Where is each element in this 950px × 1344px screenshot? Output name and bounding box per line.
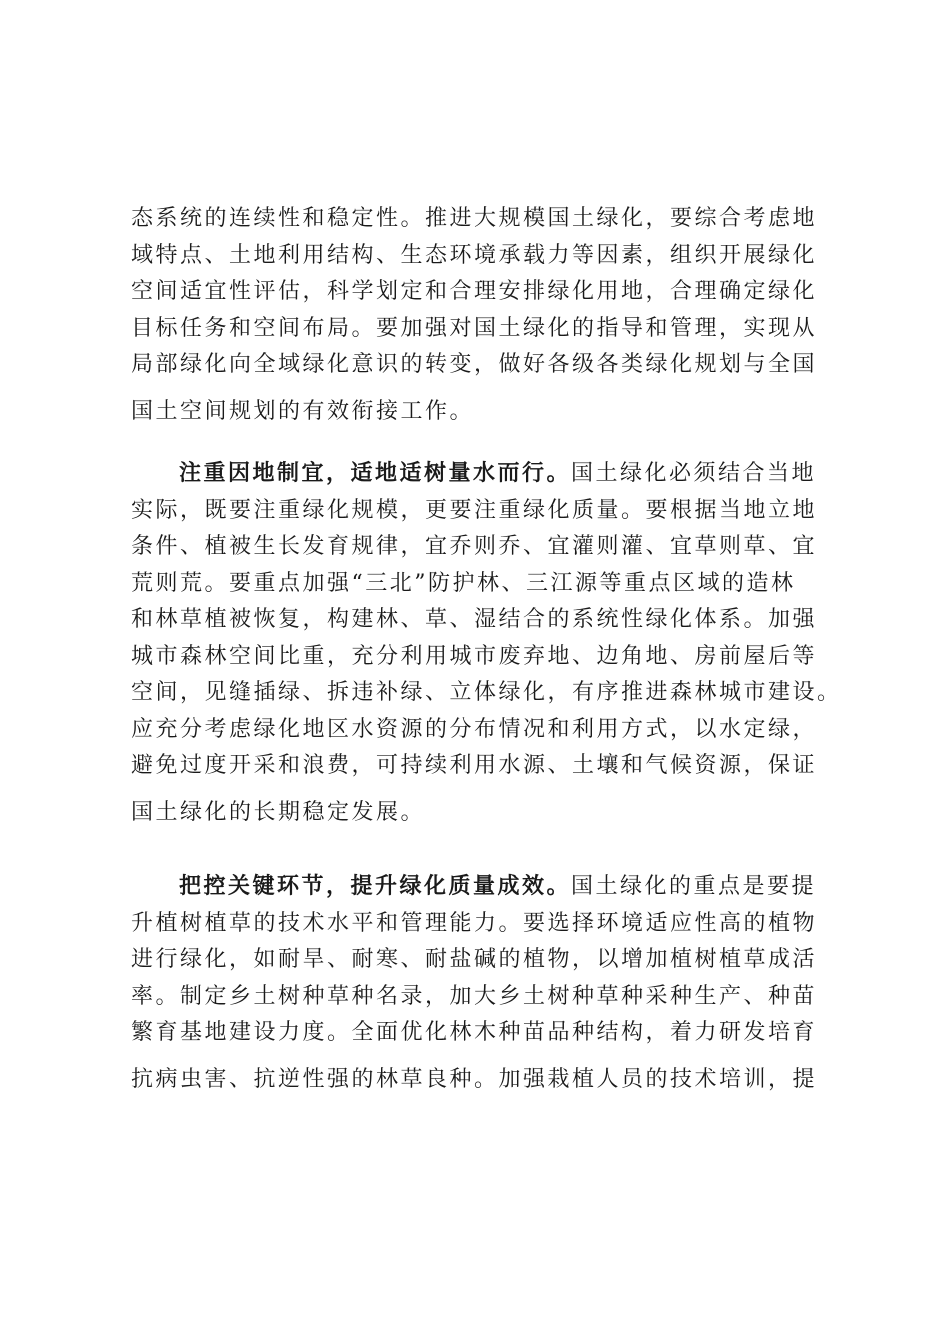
paragraph-line: 目标任务和空间布局。要加强对国土绿化的指导和管理，实现从 (131, 315, 818, 341)
paragraph-2 (131, 456, 842, 831)
paragraph-line: 抗病虫害、抗逆性强的林草良种。加强栽植人员的技术培训，提 (131, 1066, 818, 1092)
paragraph-first-line (131, 456, 831, 493)
paragraph-text: 国土绿化的重点是要提 (571, 874, 817, 899)
paragraph-line: 繁育基地建设力度。全面优化林木种苗品种结构，着力研发培育 (131, 1020, 818, 1045)
paragraph-line: 国土空间规划的有效衔接工作。 (131, 398, 475, 424)
paragraph-line: 实际，既要注重绿化规模，更要注重绿化质量。要根据当地立地 (131, 497, 818, 523)
paragraph-line: 升植树植草的技术水平和管理能力。要选择环境适应性高的植物 (131, 910, 818, 936)
paragraph-line: 空间适宜性评估，科学划定和合理安排绿化用地，合理确定绿化 (131, 279, 818, 304)
paragraph-line: 国土绿化的长期稳定发展。 (131, 799, 426, 825)
paragraph-line: 条件、植被生长发育规律，宜乔则乔、宜灌则灌、宜草则草、宜 (131, 534, 818, 559)
paragraph-3 (131, 869, 831, 1098)
paragraph-line: 城市森林空间比重，充分利用城市废弃地、边角地、房前屋后等 (131, 643, 818, 669)
paragraph-1 (131, 201, 831, 430)
paragraph-text: 国土绿化必须结合当地 (571, 461, 817, 486)
paragraph-line: 荒则荒。要重点加强“三北”防护林、三江源等重点区域的造林 (131, 570, 796, 596)
paragraph-line: 态系统的连续性和稳定性。推进大规模国土绿化，要综合考虑地 (131, 206, 818, 231)
paragraph-line: 应充分考虑绿化地区水资源的分布情况和利用方式，以水定绿， (131, 716, 818, 742)
paragraph-line: 避免过度开采和浪费，可持续利用水源、土壤和气候资源，保证 (131, 753, 818, 778)
paragraph-first-line (131, 869, 831, 906)
paragraph-line: 率。制定乡土树种草种名录，加大乡土树种草种采种生产、种苗 (131, 983, 818, 1009)
paragraph-line: 域特点、土地利用结构、生态环境承载力等因素，组织开展绿化 (131, 242, 818, 268)
paragraph-line: 进行绿化，如耐旱、耐寒、耐盐碱的植物，以增加植树植草成活 (131, 947, 818, 972)
paragraph-line: 和林草植被恢复，构建林、草、湿结合的系统性绿化体系。加强 (131, 607, 818, 632)
paragraph-line: 局部绿化向全域绿化意识的转变，做好各级各类绿化规划与全国 (131, 352, 818, 377)
paragraph-heading: 把控关键环节，提升绿化质量成效。 (179, 874, 572, 899)
paragraph-line: 空间，见缝插绿、拆违补绿、立体绿化，有序推进森林城市建设。 (131, 680, 842, 705)
paragraph-heading: 注重因地制宜，适地适树量水而行。 (179, 461, 572, 486)
